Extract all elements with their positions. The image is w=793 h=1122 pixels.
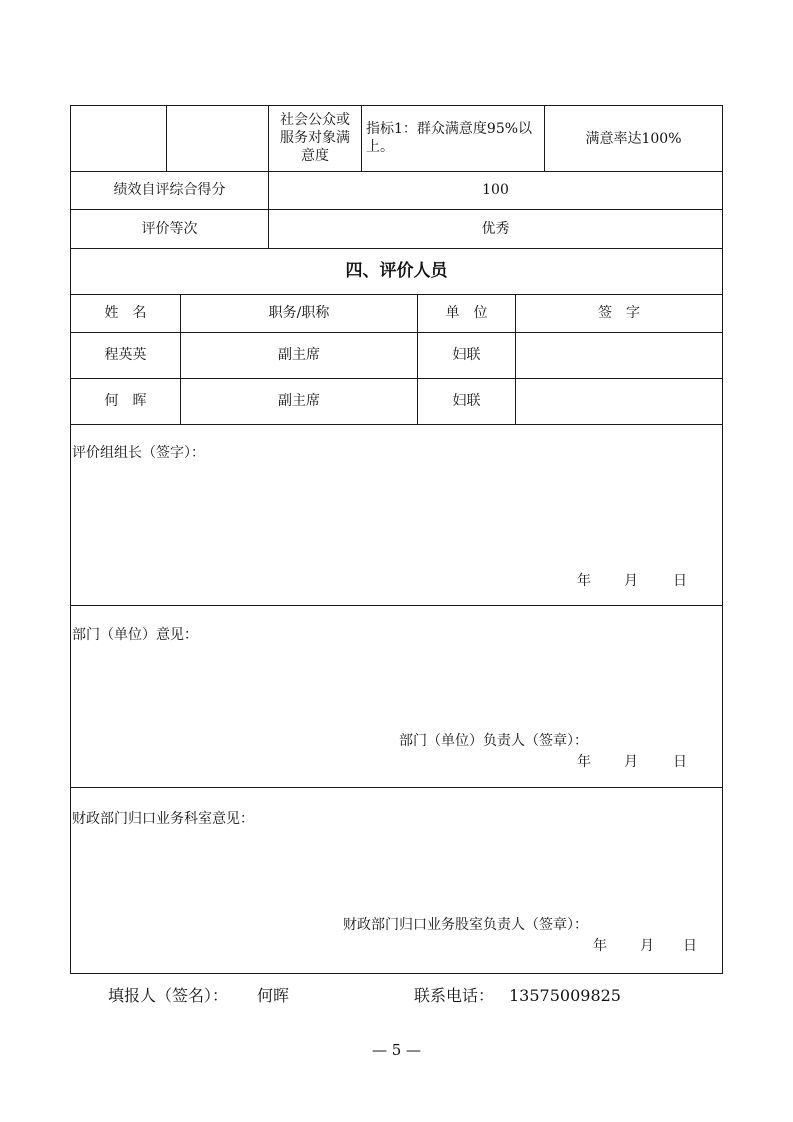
header-unit: 单 位 — [445, 305, 488, 321]
date-year: 年 — [577, 754, 591, 770]
staff-name: 程英英 — [104, 347, 147, 363]
dept-signer: 部门（单位）负责人（签章）： — [399, 733, 588, 749]
finance-signer: 财政部门归口业务股室负责人（签章）： — [343, 917, 588, 933]
date-year: 年 — [593, 938, 607, 954]
staff-title: 副主席 — [278, 393, 320, 409]
page-number: — 5 — — [371, 1041, 422, 1059]
date-month: 月 — [624, 573, 638, 589]
indicator-target: 指标1：群众满意度95%以 上。 — [366, 121, 533, 155]
date-month: 月 — [624, 754, 638, 770]
score-value: 100 — [482, 182, 509, 198]
filler-name: 何晖 — [257, 986, 290, 1005]
header-name: 姓 名 — [104, 305, 147, 321]
date-year: 年 — [577, 573, 591, 589]
date-month: 月 — [640, 938, 654, 954]
date-day: 日 — [683, 938, 697, 954]
filler-label: 填报人（签名）： — [108, 986, 229, 1005]
staff-signature[interactable] — [516, 346, 722, 364]
grade-value: 优秀 — [481, 221, 510, 237]
staff-title: 副主席 — [278, 347, 320, 363]
staff-name: 何 晖 — [104, 393, 147, 409]
indicator-category: 社会公众或 服务对象满 意度 — [280, 112, 350, 164]
phone-number: 13575009825 — [509, 986, 621, 1005]
phone-label: 联系电话： — [414, 986, 495, 1005]
section-title: 四、评价人员 — [345, 261, 448, 281]
dept-label: 部门（单位）意见： — [72, 627, 198, 643]
header-title: 职务/职称 — [268, 305, 330, 321]
grade-label: 评价等次 — [141, 221, 198, 237]
staff-signature[interactable] — [516, 392, 722, 410]
date-day: 日 — [673, 754, 687, 770]
leader-label: 评价组组长（签字）： — [72, 445, 205, 461]
header-sign: 签 字 — [598, 305, 640, 321]
score-label: 绩效自评综合得分 — [113, 182, 226, 198]
indicator-result: 满意率达100% — [585, 131, 682, 147]
staff-unit: 妇联 — [452, 347, 481, 363]
staff-unit: 妇联 — [452, 393, 481, 409]
finance-label: 财政部门归口业务科室意见： — [72, 811, 254, 827]
date-day: 日 — [673, 573, 687, 589]
